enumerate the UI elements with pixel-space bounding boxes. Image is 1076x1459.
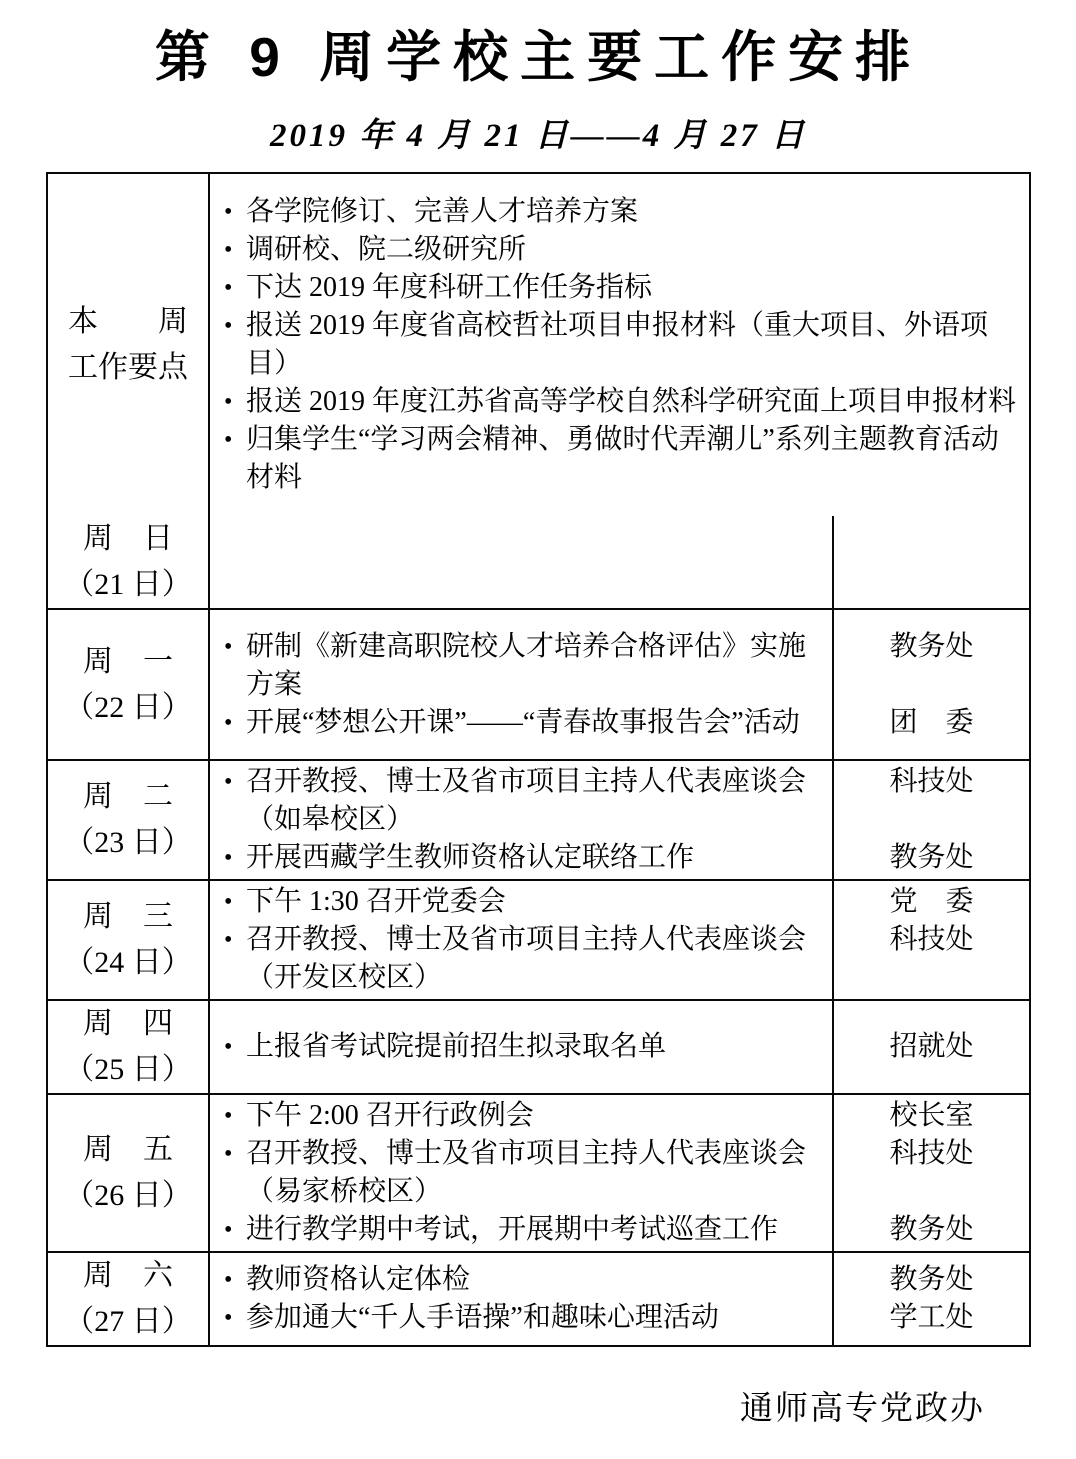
bullet-icon: • <box>224 313 233 339</box>
task-text: 召开教授、博士及省市项目主持人代表座谈会（易家桥校区） <box>246 1138 807 1207</box>
task-text: 研制《新建高职院校人才培养合格评估》实施方案 <box>246 630 807 700</box>
department-label: 教务处 <box>889 1214 974 1245</box>
bullet-icon: • <box>224 1141 233 1167</box>
summary-item <box>210 421 1029 497</box>
issuer-signature: 通师高专党政办 <box>740 1391 985 1427</box>
day-label-cell <box>48 516 210 608</box>
bullet-icon: • <box>224 1267 233 1293</box>
day-date: （24 日） <box>64 946 192 979</box>
department-label: 招就处 <box>889 1031 974 1062</box>
day-body-cell <box>210 881 1029 999</box>
column-divider <box>832 881 834 999</box>
task-text: 下午 2:00 召开行政例会 <box>246 1100 534 1131</box>
task-text: 教师资格认定体检 <box>246 1264 471 1295</box>
day-row <box>48 608 1029 759</box>
day-body-cell <box>210 610 1029 759</box>
department-label: 教务处 <box>889 1264 974 1295</box>
department-label: 科技处 <box>889 924 974 955</box>
task-text: 下午 1:30 召开党委会 <box>246 886 506 917</box>
day-items <box>210 1261 1029 1337</box>
summary-item-text: 调研校、院二级研究所 <box>246 234 527 265</box>
task-text: 进行教学期中考试，开展期中考试巡查工作 <box>246 1214 779 1245</box>
column-divider <box>832 516 834 608</box>
day-body-cell <box>210 1253 1029 1345</box>
task-item <box>210 1261 1029 1299</box>
summary-item <box>210 231 1029 269</box>
day-date: （26 日） <box>64 1179 192 1212</box>
summary-item <box>210 383 1029 421</box>
task-item <box>210 921 1029 997</box>
bullet-icon: • <box>224 199 233 225</box>
day-body-cell <box>210 516 1029 608</box>
department-label: 校长室 <box>889 1100 974 1131</box>
task-text: 召开教授、博士及省市项目主持人代表座谈会（如皋校区） <box>246 766 807 835</box>
bullet-icon: • <box>224 275 233 301</box>
bullet-icon: • <box>224 709 233 736</box>
day-label-cell <box>48 1253 210 1345</box>
column-divider <box>832 1253 834 1345</box>
week-summary-label-line1: 本 周 <box>68 305 188 338</box>
day-items <box>210 1097 1029 1249</box>
day-name: 周 日 <box>83 522 173 555</box>
task-item <box>210 1299 1029 1337</box>
department-label: 教务处 <box>889 842 974 873</box>
department-label: 科技处 <box>889 1138 974 1169</box>
task-item <box>210 1135 1029 1211</box>
bullet-icon: • <box>224 845 233 871</box>
bullet-icon: • <box>224 389 233 415</box>
week-summary-row <box>48 174 1029 516</box>
day-label-cell <box>48 1001 210 1093</box>
day-name: 周 五 <box>83 1133 173 1166</box>
summary-item-text: 报送 2019 年度江苏省高等学校自然科学研究面上项目申报材料 <box>246 386 1017 417</box>
day-body-cell <box>210 1001 1029 1093</box>
bullet-icon: • <box>224 237 233 263</box>
day-items <box>210 628 1029 742</box>
bullet-icon: • <box>224 889 233 915</box>
day-row <box>48 516 1029 608</box>
summary-item <box>210 193 1029 231</box>
day-row <box>48 759 1029 879</box>
bullet-icon: • <box>224 427 233 453</box>
summary-item <box>210 269 1029 307</box>
task-item <box>210 704 1029 742</box>
day-row <box>48 999 1029 1093</box>
day-items <box>210 1028 1029 1066</box>
task-item <box>210 1028 1029 1066</box>
day-row <box>48 879 1029 999</box>
task-item <box>210 1211 1029 1249</box>
bullet-icon: • <box>224 1034 233 1060</box>
department-label: 科技处 <box>889 766 974 797</box>
task-item <box>210 1097 1029 1135</box>
day-name: 周 六 <box>83 1259 173 1292</box>
bullet-icon: • <box>224 1305 233 1331</box>
page-title: 第 9 周学校主要工作安排 <box>154 26 923 88</box>
day-name: 周 三 <box>83 900 173 933</box>
department-label: 教务处 <box>889 630 974 662</box>
column-divider <box>832 761 834 879</box>
column-divider <box>832 1095 834 1251</box>
department-label: 学工处 <box>889 1302 974 1333</box>
bullet-icon: • <box>224 1103 233 1129</box>
day-date: （27 日） <box>64 1305 192 1338</box>
day-items <box>210 883 1029 997</box>
schedule-table <box>46 172 1031 1347</box>
day-row <box>48 1093 1029 1251</box>
task-text: 召开教授、博士及省市项目主持人代表座谈会（开发区校区） <box>246 924 807 993</box>
column-divider <box>832 1001 834 1093</box>
day-name: 周 一 <box>83 644 173 678</box>
day-body-cell <box>210 761 1029 879</box>
day-date: （25 日） <box>64 1053 192 1086</box>
day-body-cell <box>210 1095 1029 1251</box>
bullet-icon: • <box>224 1217 233 1243</box>
task-text: 参加通大“千人手语操”和趣味心理活动 <box>246 1302 719 1333</box>
week-summary-label-line2: 工作要点 <box>68 351 188 384</box>
summary-item-text: 下达 2019 年度科研工作任务指标 <box>246 272 653 303</box>
day-name: 周 四 <box>83 1007 173 1040</box>
summary-item-text: 归集学生“学习两会精神、勇做时代弄潮儿”系列主题教育活动材料 <box>246 424 999 493</box>
day-rows-container <box>48 516 1029 1345</box>
day-date: （21 日） <box>64 568 192 601</box>
task-text: 开展“梦想公开课”——“青春故事报告会”活动 <box>246 706 800 738</box>
department-label: 团 委 <box>889 706 974 738</box>
task-item <box>210 628 1029 704</box>
summary-item-text: 各学院修订、完善人才培养方案 <box>246 196 639 227</box>
summary-item <box>210 307 1029 383</box>
week-summary-label <box>48 174 210 516</box>
day-label-cell <box>48 610 210 759</box>
day-date: （23 日） <box>64 826 192 859</box>
column-divider <box>832 610 834 759</box>
day-name: 周 二 <box>83 780 173 813</box>
task-text: 开展西藏学生教师资格认定联络工作 <box>246 842 695 873</box>
bullet-icon: • <box>224 927 233 953</box>
summary-item-text: 报送 2019 年度省高校哲社项目申报材料（重大项目、外语项目） <box>246 310 989 379</box>
week-summary-items <box>210 193 1029 497</box>
day-items <box>210 763 1029 877</box>
task-item <box>210 883 1029 921</box>
bullet-icon: • <box>224 769 233 795</box>
week-summary-body <box>210 174 1029 516</box>
day-row <box>48 1251 1029 1345</box>
task-text: 上报省考试院提前招生拟录取名单 <box>246 1031 667 1062</box>
day-label-cell <box>48 1095 210 1251</box>
day-date: （22 日） <box>64 690 192 724</box>
day-label-cell <box>48 761 210 879</box>
day-label-cell <box>48 881 210 999</box>
task-item <box>210 839 1029 877</box>
task-item <box>210 763 1029 839</box>
bullet-icon: • <box>224 633 233 660</box>
department-label: 党 委 <box>889 886 974 917</box>
date-range-subtitle: 2019 年 4 月 21 日——4 月 27 日 <box>270 118 807 154</box>
